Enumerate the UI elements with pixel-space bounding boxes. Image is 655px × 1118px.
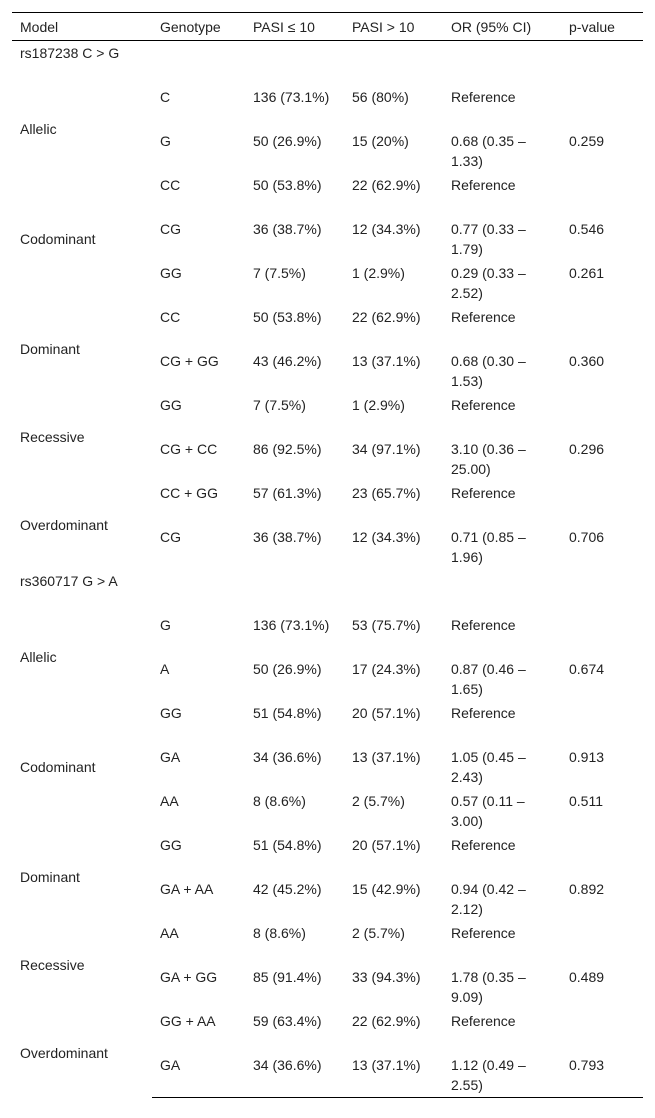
genotype-cell: CG + GG [160, 353, 219, 369]
or-ci-cell: Reference [451, 925, 516, 941]
p-value-cell [561, 921, 643, 965]
pasi-gt-10-cell: 1 (2.9%) [352, 397, 405, 413]
p-value-cell: 0.706 [569, 529, 605, 545]
pasi-le-10-cell: 50 (26.9%) [253, 661, 322, 677]
p-value-cell: 0.913 [569, 749, 605, 765]
empty-cell [152, 41, 245, 86]
empty-cell [561, 41, 643, 86]
pasi-le-10-cell: 51 (54.8%) [253, 705, 322, 721]
or-ci-cell: 0.87 (0.46 – 1.65) [451, 661, 526, 697]
pasi-gt-10-cell: 20 (57.1%) [352, 837, 421, 853]
pasi-gt-10-cell: 15 (42.9%) [352, 881, 421, 897]
table-row [12, 305, 643, 349]
p-value-cell [561, 701, 643, 745]
genotype-cell: GG [160, 265, 182, 281]
header-model: Model [12, 13, 152, 41]
pasi-le-10-cell: 51 (54.8%) [253, 837, 322, 853]
genotype-cell: GG [160, 837, 182, 853]
p-value-cell: 0.296 [569, 441, 605, 457]
model-name: Dominant [20, 869, 80, 885]
pasi-gt-10-cell: 13 (37.1%) [344, 1053, 443, 1098]
pasi-gt-10-cell: 53 (75.7%) [352, 617, 421, 633]
or-ci-cell: Reference [451, 1013, 516, 1029]
pasi-le-10-cell: 36 (38.7%) [253, 221, 322, 237]
genotype-cell: AA [160, 925, 179, 941]
or-ci-cell: 1.05 (0.45 – 2.43) [451, 749, 526, 785]
genotype-cell: A [160, 661, 170, 677]
pasi-le-10-cell: 85 (91.4%) [253, 969, 322, 985]
pasi-le-10-cell: 50 (53.8%) [253, 177, 322, 193]
header-row [12, 13, 643, 41]
or-ci-cell: Reference [451, 397, 516, 413]
genotype-cell: GA [152, 1053, 245, 1098]
pasi-gt-10-cell: 12 (34.3%) [352, 221, 421, 237]
genotype-cell: GA [160, 749, 181, 765]
pasi-le-10-cell: 34 (36.6%) [253, 749, 322, 765]
table-row [12, 701, 643, 745]
empty-cell [443, 569, 561, 613]
model-name: Overdominant [20, 1045, 108, 1062]
empty-cell [561, 569, 643, 613]
table-body [12, 41, 643, 1098]
or-ci-cell: 0.68 (0.35 – 1.33) [451, 133, 526, 169]
p-value-cell: 0.261 [569, 265, 605, 281]
pasi-le-10-cell: 50 (53.8%) [253, 309, 322, 325]
genotype-cell: GG + AA [160, 1013, 216, 1029]
or-ci-cell: 3.10 (0.36 – 25.00) [451, 441, 526, 477]
genotype-cell: CC [160, 309, 181, 325]
genotype-cell: CC [160, 177, 181, 193]
genotype-cell: CG + CC [160, 441, 218, 457]
p-value-cell: 0.892 [569, 881, 605, 897]
p-value-cell: 0.674 [569, 661, 605, 677]
pasi-gt-10-cell: 22 (62.9%) [352, 177, 421, 193]
pasi-gt-10-cell: 56 (80%) [352, 89, 409, 105]
table-row [12, 481, 643, 525]
pasi-gt-10-cell: 12 (34.3%) [352, 529, 421, 545]
empty-cell [245, 569, 344, 613]
pasi-le-10-cell: 34 (36.6%) [245, 1053, 344, 1098]
pasi-le-10-cell: 59 (63.4%) [253, 1013, 322, 1029]
p-value-cell: 0.259 [569, 133, 605, 149]
table-row [12, 921, 643, 965]
pasi-gt-10-cell: 13 (37.1%) [352, 749, 421, 765]
model-name: Codominant [20, 231, 96, 247]
pasi-gt-10-cell: 33 (94.3%) [352, 969, 421, 985]
pasi-le-10-cell: 7 (7.5%) [253, 265, 306, 281]
model-name: Codominant [20, 759, 96, 775]
or-ci-cell: Reference [451, 705, 516, 721]
pasi-le-10-cell: 42 (45.2%) [253, 881, 322, 897]
or-ci-cell: Reference [451, 617, 516, 633]
model-name: Overdominant [20, 517, 108, 533]
pasi-le-10-cell: 8 (8.6%) [253, 925, 306, 941]
p-value-cell [561, 1009, 643, 1053]
empty-cell [344, 569, 443, 613]
header-or-ci: OR (95% CI) [443, 13, 561, 41]
or-ci-cell: Reference [451, 485, 516, 501]
pasi-le-10-cell: 57 (61.3%) [253, 485, 322, 501]
table-row [12, 85, 643, 129]
snp-label: rs360717 G > A [20, 573, 118, 589]
or-ci-cell: Reference [451, 89, 516, 105]
empty-cell [443, 41, 561, 86]
p-value-cell [561, 393, 643, 437]
snp-row [12, 569, 643, 613]
pasi-gt-10-cell: 2 (5.7%) [352, 925, 405, 941]
p-value-cell [561, 481, 643, 525]
genotype-cell: G [160, 133, 171, 149]
genotype-cell: C [160, 89, 171, 105]
pasi-le-10-cell: 36 (38.7%) [253, 529, 322, 545]
or-ci-cell: 0.77 (0.33 – 1.79) [451, 221, 526, 257]
or-ci-cell: 0.68 (0.30 – 1.53) [451, 353, 526, 389]
pasi-le-10-cell: 50 (26.9%) [253, 133, 322, 149]
or-ci-cell: 0.29 (0.33 – 2.52) [451, 265, 526, 301]
p-value-cell: 0.489 [569, 969, 605, 985]
empty-cell [152, 569, 245, 613]
pasi-gt-10-cell: 15 (20%) [352, 133, 409, 149]
pasi-gt-10-cell: 23 (65.7%) [352, 485, 421, 501]
pasi-le-10-cell: 136 (73.1%) [253, 89, 330, 105]
header-pasi-gt-10: PASI > 10 [344, 13, 443, 41]
snp-row [12, 41, 643, 86]
model-name: Allelic [20, 121, 57, 137]
p-value-cell [561, 305, 643, 349]
pasi-gt-10-cell: 17 (24.3%) [352, 661, 421, 677]
association-table [12, 12, 643, 1098]
p-value-cell [561, 613, 643, 657]
empty-cell [245, 41, 344, 86]
pasi-gt-10-cell: 2 (5.7%) [352, 793, 405, 809]
p-value-cell [561, 173, 643, 217]
pasi-le-10-cell: 136 (73.1%) [253, 617, 330, 633]
model-name: Dominant [20, 341, 80, 357]
pasi-gt-10-cell: 20 (57.1%) [352, 705, 421, 721]
or-ci-cell: 1.12 (0.49 – 2.55) [443, 1053, 561, 1098]
genotype-cell: GG [160, 397, 182, 413]
genotype-cell: GA + AA [160, 881, 214, 897]
table-row [12, 833, 643, 877]
table-row [12, 1009, 643, 1053]
table-row [12, 173, 643, 217]
pasi-le-10-cell: 7 (7.5%) [253, 397, 306, 413]
p-value-cell [561, 833, 643, 877]
empty-cell [344, 41, 443, 86]
p-value-cell [561, 85, 643, 129]
pasi-gt-10-cell: 34 (97.1%) [352, 441, 421, 457]
genotype-cell: CG [160, 221, 181, 237]
model-name: Allelic [20, 649, 57, 665]
header-pasi-le-10: PASI ≤ 10 [245, 13, 344, 41]
p-value-cell: 0.360 [569, 353, 605, 369]
p-value-cell: 0.511 [569, 793, 603, 809]
genotype-cell: GG [160, 705, 182, 721]
genotype-cell: G [160, 617, 171, 633]
pasi-le-10-cell: 86 (92.5%) [253, 441, 322, 457]
or-ci-cell: 1.78 (0.35 – 9.09) [451, 969, 526, 1005]
p-value-cell: 0.793 [561, 1053, 643, 1098]
p-value-cell: 0.546 [569, 221, 605, 237]
snp-label: rs187238 C > G [20, 45, 120, 61]
pasi-gt-10-cell: 1 (2.9%) [352, 265, 405, 281]
or-ci-cell: 0.94 (0.42 – 2.12) [451, 881, 526, 917]
or-ci-cell: 0.71 (0.85 – 1.96) [451, 529, 526, 565]
pasi-le-10-cell: 43 (46.2%) [253, 353, 322, 369]
genotype-cell: AA [160, 793, 179, 809]
genotype-cell: GA + GG [160, 969, 218, 985]
or-ci-cell: Reference [451, 837, 516, 853]
model-name: Recessive [20, 957, 85, 973]
pasi-le-10-cell: 8 (8.6%) [253, 793, 306, 809]
or-ci-cell: 0.57 (0.11 – 3.00) [451, 793, 525, 829]
or-ci-cell: Reference [451, 309, 516, 325]
model-name: Recessive [20, 429, 85, 445]
or-ci-cell: Reference [451, 177, 516, 193]
header-p-value: p-value [561, 13, 643, 41]
pasi-gt-10-cell: 22 (62.9%) [352, 1013, 421, 1029]
genotype-cell: CC + GG [160, 485, 218, 501]
pasi-gt-10-cell: 13 (37.1%) [352, 353, 421, 369]
genotype-cell: CG [160, 529, 181, 545]
table-header [12, 13, 643, 41]
header-genotype: Genotype [152, 13, 245, 41]
table-row [12, 613, 643, 657]
table-row [12, 393, 643, 437]
pasi-gt-10-cell: 22 (62.9%) [352, 309, 421, 325]
